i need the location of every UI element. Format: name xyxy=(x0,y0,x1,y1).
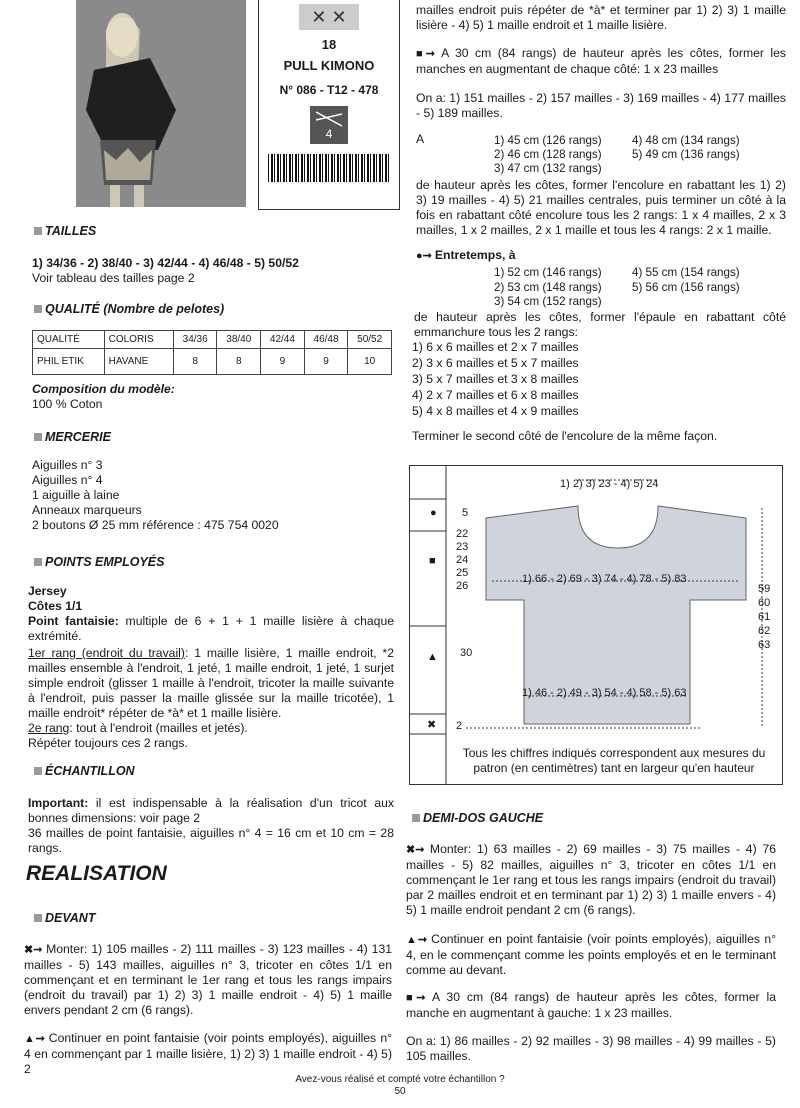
table-cell: PHIL ETIK xyxy=(33,349,105,375)
triangle-arrow-icon: ▲➞ xyxy=(406,934,432,946)
table-cell: 8 xyxy=(217,349,261,375)
points-heading: POINTS EMPLOYÉS xyxy=(34,555,164,570)
entretemps-label: ●➞ Entretemps, à xyxy=(416,248,516,262)
list-item: 5) 56 cm (156 rangs) xyxy=(632,280,740,294)
barcode xyxy=(268,154,390,182)
dim-middle: 1) 66 - 2) 69 - 3) 74 - 4) 78 - 5) 83 xyxy=(522,573,687,585)
composition-label: Composition du modèle: xyxy=(32,382,175,396)
important-text: il est indispensable à la réalisation d'un tricot aux bonnes dimensions: voir page 2 xyxy=(28,796,394,825)
list-item: 1) 45 cm (126 rangs) xyxy=(494,134,602,147)
table-header: 38/40 xyxy=(217,331,261,349)
tailles-note: Voir tableau des tailles page 2 xyxy=(32,271,195,285)
list-item: 1) 52 cm (146 rangs) xyxy=(494,266,602,279)
dim-bottom: 1) 46 - 2) 49 - 3) 54 - 4) 58 - 5) 63 xyxy=(522,687,687,699)
epaule-list xyxy=(412,339,579,419)
needle-size-icon xyxy=(310,106,348,144)
square-marker-icon: ■ xyxy=(429,555,436,567)
rang1-label: 1er rang (endroit du travail) xyxy=(28,646,185,660)
list-item: 1 aiguille à laine xyxy=(32,488,120,502)
jersey-label: Jersey xyxy=(28,584,67,598)
list-item: Aiguilles n° 4 xyxy=(32,473,103,487)
table-row xyxy=(33,349,392,375)
pattern-ref: N° 086 - T12 - 478 xyxy=(279,83,379,97)
repeter-text: Répéter toujours ces 2 rangs. xyxy=(28,736,188,750)
epaule-measures-left xyxy=(494,266,634,310)
encolure-measures-right xyxy=(632,134,772,162)
square-arrow-icon: ■➞ xyxy=(406,992,433,1004)
mercerie-heading: MERCERIE xyxy=(34,430,111,445)
rang2-text: : tout à l'endroit (mailles et jetés). xyxy=(69,721,248,735)
composition xyxy=(32,382,175,412)
diagram-caption: Tous les chiffres indiqués correspondent aux mesures du patron (en centimètres) tant en largeur qu'en hauteur xyxy=(462,746,766,775)
echantillon-body xyxy=(28,796,394,856)
page-number: 50 xyxy=(394,1086,406,1097)
dim-top: 1) 2) 3) 23 - 4) 5) 24 xyxy=(560,478,659,490)
dim-left-2: 2 xyxy=(456,720,463,732)
fantaisie-text: multiple de 6 + 1 + 1 maille lisière à chaque extrémité. xyxy=(28,614,394,643)
composition-value: 100 % Coton xyxy=(32,397,103,411)
list-item: 2) 53 cm (148 rangs) xyxy=(494,280,602,294)
pattern-title: PULL KIMONO xyxy=(283,58,375,73)
manches-paragraph: ■➞ A 30 cm (84 rangs) de hauteur après les côtes, former les manches en augmentant de chaque côté: 1 x 23 mailles xyxy=(416,46,786,76)
list-item: 2) 46 cm (128 rangs) xyxy=(494,148,602,161)
tailles-heading: TAILLES xyxy=(34,224,96,239)
footer-question: Avez-vous réalisé et compté votre échantillon ? xyxy=(295,1074,505,1085)
cotes-label: Côtes 1/1 xyxy=(28,599,83,613)
epaule-paragraph: de hauteur après les côtes, former l'épaule en rabattant côté emmanchure tous les 2 rangs: xyxy=(414,310,786,339)
list-item: 4) 55 cm (154 rangs) xyxy=(632,266,740,279)
echantillon-heading: ÉCHANTILLON xyxy=(34,764,135,779)
list-item: 5) 4 x 8 mailles et 4 x 9 mailles xyxy=(412,404,579,418)
pattern-number: 18 xyxy=(321,37,337,52)
tailles-body xyxy=(32,256,392,286)
right-continuation: mailles endroit puis répéter de *à* et terminer par 1) 2) 3) 1 maille lisière - 4) 5) 1 maille endroit et 1 maille lisière. xyxy=(416,3,786,32)
terminer-paragraph: Terminer le second côté de l'encolure de la même façon. xyxy=(412,429,718,443)
qualite-heading: QUALITÉ (Nombre de pelotes) xyxy=(34,302,224,317)
table-cell: 9 xyxy=(304,349,348,375)
devant-p2: ▲➞ Continuer en point fantaisie (voir points employés), aiguilles n° 4 en commençant par 1 maille lisière, 1) 2) 3) 1 maille endroit - 4) 5) 2 xyxy=(24,1031,392,1076)
devant-heading: DEVANT xyxy=(34,911,95,926)
list-item: 5) 49 cm (136 rangs) xyxy=(632,148,740,161)
qualite-table xyxy=(32,330,392,375)
encolure-paragraph: de hauteur après les côtes, former l'encolure en rabattant les 1) 2) 3) 19 mailles - 4) 5) 21 mailles centrales, puis terminer un côté à la fois en rabattant côté encolure tous les 2 rangs: 1 x 4 mailles, 2 x 3 mailles, 1 x 2 mailles, 2 x 1 maille et tous les 4 rangs: 2 x 1 maille. xyxy=(416,178,786,237)
table-header: COLORIS xyxy=(104,331,173,349)
table-header: 50/52 xyxy=(348,331,392,349)
ona-paragraph: On a: 1) 151 mailles - 2) 157 mailles - 3) 169 mailles - 4) 177 mailles - 5) 189 mailles. xyxy=(416,91,786,120)
table-header: 34/36 xyxy=(173,331,217,349)
realisation-title: REALISATION xyxy=(26,862,167,885)
list-item: 4) 48 cm (134 rangs) xyxy=(632,134,740,147)
fantaisie-label: Point fantaisie: xyxy=(28,614,119,628)
list-item: 2 boutons Ø 25 mm référence : 475 754 0020 xyxy=(32,518,279,532)
dim-left-5: 5 xyxy=(462,507,469,519)
triangle-arrow-icon: ▲➞ xyxy=(24,1033,49,1045)
circle-arrow-icon: ●➞ xyxy=(416,250,435,262)
cross-arrow-icon: ✖➞ xyxy=(24,944,47,956)
circle-marker-icon: ● xyxy=(430,507,437,519)
table-header-row xyxy=(33,331,392,349)
square-arrow-icon: ■➞ xyxy=(416,48,442,60)
demidos-p3: ■➞ A 30 cm (84 rangs) de hauteur après les côtes, former la manche en augmentant à gauche: 1 x 23 mailles. xyxy=(406,990,776,1020)
cross-arrow-icon: ✖➞ xyxy=(406,844,430,856)
pattern-diagram xyxy=(409,465,783,785)
table-header: 46/48 xyxy=(304,331,348,349)
list-item: Anneaux marqueurs xyxy=(32,503,142,517)
encolure-a-label: A xyxy=(416,132,425,146)
epaule-measures-right xyxy=(632,266,772,295)
points-body xyxy=(28,584,394,751)
needles-icon: ✕ ✕ xyxy=(299,4,359,30)
cross-marker-icon: ✖ xyxy=(427,719,437,731)
demidos-p2: ▲➞ Continuer en point fantaisie (voir points employés), aiguilles n° 4, en le commençant comme les points employés et en le terminant comme au devant. xyxy=(406,932,776,977)
mercerie-list xyxy=(32,458,279,533)
dim-left-30: 30 xyxy=(460,647,473,659)
needle-size-label: 4 xyxy=(325,127,333,141)
table-header: QUALITÉ xyxy=(33,331,105,349)
dim-right-list: 59 60 61 62 63 xyxy=(758,583,771,651)
dim-left-list: 22 23 24 25 26 xyxy=(456,528,469,592)
pattern-info-box xyxy=(258,0,400,210)
important-label: Important: xyxy=(28,796,89,810)
encolure-measures-left xyxy=(494,134,634,176)
list-item: 3) 54 cm (152 rangs) xyxy=(494,295,602,308)
table-cell: HAVANE xyxy=(104,349,173,375)
list-item: 2) 3 x 6 mailles et 5 x 7 mailles xyxy=(412,356,579,370)
table-cell: 8 xyxy=(173,349,217,375)
demidos-p1: ✖➞ Monter: 1) 63 mailles - 2) 69 mailles - 3) 75 mailles - 4) 76 mailles - 5) 82 mailles, aiguilles n° 3, tricoter en côtes 1/1 en commençant le 1er rang et tous les rangs impairs (endroit du travail) par 2 mailles endroit et en terminant par 1) 2) 3) 1 maille envers - 4) 5) 1 maille endroit pendant 2 cm (6 rangs). xyxy=(406,842,777,917)
list-item: 4) 2 x 7 mailles et 6 x 8 mailles xyxy=(412,388,579,402)
list-item: Aiguilles n° 3 xyxy=(32,458,103,472)
model-photo xyxy=(76,0,246,207)
triangle-marker-icon: ▲ xyxy=(427,651,438,663)
list-item: 3) 47 cm (132 rangs) xyxy=(494,162,602,175)
footer xyxy=(0,1074,800,1098)
rang1-text: : 1 maille lisière, 1 maille endroit, *2 mailles ensemble à l'endroit, 1 jeté, 1 maille endroit, 1 jeté, 1 surjet simple endroit (glisser 1 maille à l'endroit, tricoter la maille suivante à l'endroit, puis passer la maille glissée sur la maille tricotée), 1 maille endroit* répéter de *à* et 1 maille lisière. xyxy=(28,646,395,720)
list-item: 3) 5 x 7 mailles et 3 x 8 mailles xyxy=(412,372,579,386)
rang2-label: 2e rang xyxy=(28,721,70,735)
demidos-heading: DEMI-DOS GAUCHE xyxy=(412,811,543,826)
table-header: 42/44 xyxy=(261,331,305,349)
table-cell: 9 xyxy=(261,349,305,375)
tailles-sizes: 1) 34/36 - 2) 38/40 - 3) 42/44 - 4) 46/48 - 5) 50/52 xyxy=(32,256,299,270)
table-cell: 10 xyxy=(348,349,392,375)
devant-p1: ✖➞ Monter: 1) 105 mailles - 2) 111 mailles - 3) 123 mailles - 4) 131 mailles - 5) 143 mailles, aiguilles n° 3, tricoter en côtes 1/1 en commençant et en terminant le 1er rang et tous les rangs impairs (endroit du travail) par 1) 2) 3) 1 maille endroit - 4) 5) 1 maille envers pendant 2 cm (6 rangs). xyxy=(24,942,392,1017)
demidos-p4: On a: 1) 86 mailles - 2) 92 mailles - 3) 98 mailles - 4) 99 mailles - 5) 105 mailles. xyxy=(406,1034,776,1063)
list-item: 1) 6 x 6 mailles et 2 x 7 mailles xyxy=(412,340,579,354)
echantillon-text: 36 mailles de point fantaisie, aiguilles n° 4 = 16 cm et 10 cm = 28 rangs. xyxy=(28,826,394,855)
